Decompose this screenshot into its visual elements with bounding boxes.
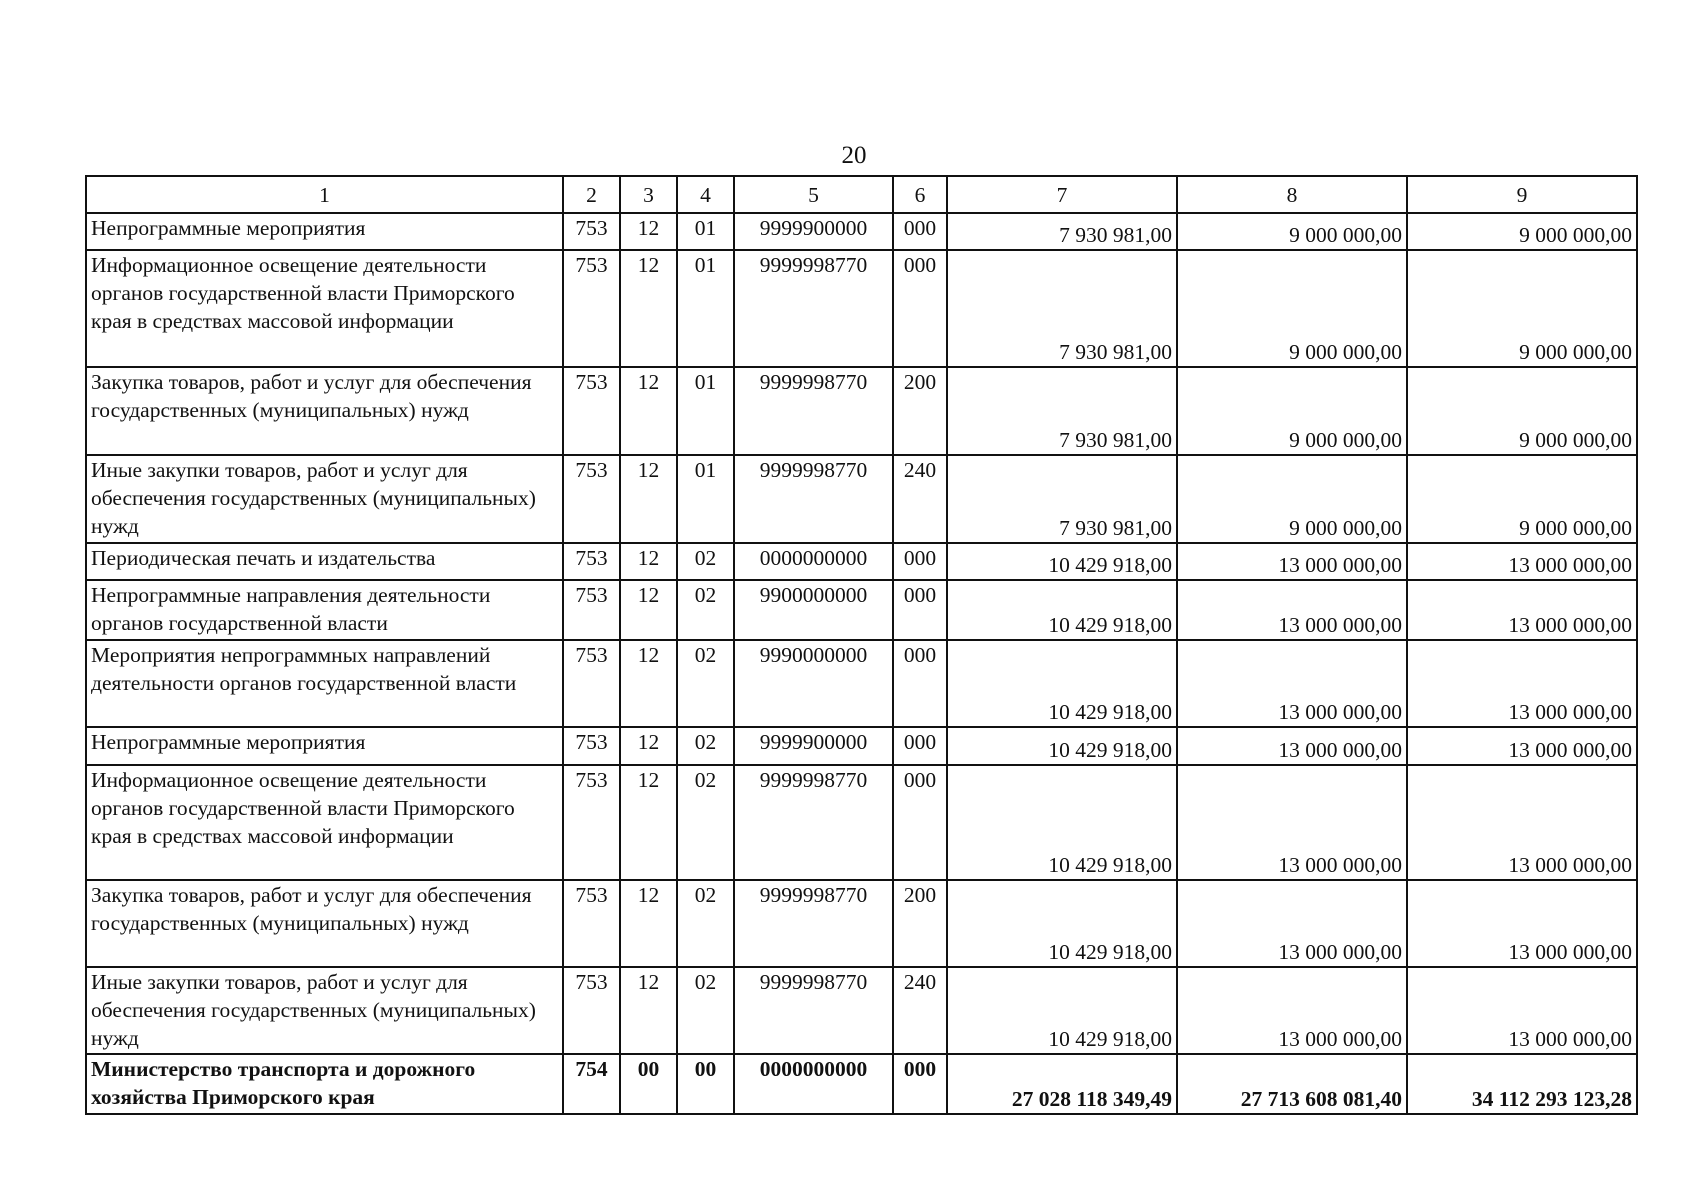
table-row: [86, 250, 1637, 367]
row-code-6: 000: [893, 765, 947, 880]
row-code-3: 12: [620, 880, 677, 967]
row-code-5: 9999998770: [734, 880, 893, 967]
row-sum-9: 13 000 000,00: [1407, 727, 1637, 765]
row-code-3: 12: [620, 640, 677, 727]
row-code-5: 9999998770: [734, 967, 893, 1054]
row-code-4: 01: [677, 213, 734, 250]
row-sum-9: 13 000 000,00: [1407, 543, 1637, 580]
row-code-2: 753: [563, 765, 620, 880]
header-row: [86, 176, 1637, 213]
row-sum-7: 10 429 918,00: [947, 967, 1177, 1054]
row-code-6: 200: [893, 880, 947, 967]
row-name: Периодическая печать и издательства: [86, 543, 563, 580]
row-sum-8: 13 000 000,00: [1177, 967, 1407, 1054]
row-code-5: 9999900000: [734, 727, 893, 765]
row-code-6: 000: [893, 543, 947, 580]
row-sum-9: 13 000 000,00: [1407, 580, 1637, 640]
header-cell-4: 4: [677, 176, 734, 213]
row-sum-7: 10 429 918,00: [947, 640, 1177, 727]
row-name: Информационное освещение деятельности органов государственной власти Приморского края в средствах массовой информации: [86, 250, 563, 367]
row-sum-9: 9 000 000,00: [1407, 455, 1637, 543]
row-code-4: 02: [677, 967, 734, 1054]
header-cell-2: 2: [563, 176, 620, 213]
row-code-3: 00: [620, 1054, 677, 1114]
row-code-2: 753: [563, 727, 620, 765]
row-name: Закупка товаров, работ и услуг для обеспечения государственных (муниципальных) нужд: [86, 880, 563, 967]
header-cell-8: 8: [1177, 176, 1407, 213]
row-name: Непрограммные направления деятельности органов государственной власти: [86, 580, 563, 640]
row-code-6: 000: [893, 1054, 947, 1114]
row-code-4: 02: [677, 727, 734, 765]
row-name: Иные закупки товаров, работ и услуг для обеспечения государственных (муниципальных) нужд: [86, 455, 563, 543]
row-sum-7: 7 930 981,00: [947, 250, 1177, 367]
row-sum-8: 13 000 000,00: [1177, 765, 1407, 880]
header-cell-1: 1: [86, 176, 563, 213]
row-sum-8: 9 000 000,00: [1177, 213, 1407, 250]
header-cell-6: 6: [893, 176, 947, 213]
row-code-5: 9999998770: [734, 250, 893, 367]
row-sum-9: 34 112 293 123,28: [1407, 1054, 1637, 1114]
row-sum-7: 7 930 981,00: [947, 213, 1177, 250]
row-code-3: 12: [620, 543, 677, 580]
row-code-3: 12: [620, 727, 677, 765]
table-row-total: [86, 1054, 1637, 1114]
row-sum-7: 10 429 918,00: [947, 727, 1177, 765]
row-name: Непрограммные мероприятия: [86, 213, 563, 250]
header-cell-5: 5: [734, 176, 893, 213]
table-row: [86, 543, 1637, 580]
row-code-5: 9999998770: [734, 367, 893, 455]
row-code-3: 12: [620, 580, 677, 640]
row-code-6: 240: [893, 967, 947, 1054]
header-cell-3: 3: [620, 176, 677, 213]
row-code-5: 9999998770: [734, 765, 893, 880]
row-sum-9: 13 000 000,00: [1407, 765, 1637, 880]
table-row: [86, 967, 1637, 1054]
row-code-4: 02: [677, 880, 734, 967]
row-code-2: 753: [563, 213, 620, 250]
header-cell-7: 7: [947, 176, 1177, 213]
row-code-2: 753: [563, 640, 620, 727]
row-code-5: 0000000000: [734, 1054, 893, 1114]
row-code-4: 02: [677, 580, 734, 640]
row-sum-9: 13 000 000,00: [1407, 880, 1637, 967]
row-code-5: 9900000000: [734, 580, 893, 640]
row-code-5: 9999900000: [734, 213, 893, 250]
row-code-3: 12: [620, 367, 677, 455]
row-code-6: 000: [893, 250, 947, 367]
row-code-4: 02: [677, 765, 734, 880]
row-sum-7: 10 429 918,00: [947, 580, 1177, 640]
row-code-5: 9990000000: [734, 640, 893, 727]
row-name: Непрограммные мероприятия: [86, 727, 563, 765]
table-row: [86, 213, 1637, 250]
row-code-4: 01: [677, 250, 734, 367]
row-sum-9: 9 000 000,00: [1407, 213, 1637, 250]
table-row: [86, 640, 1637, 727]
row-code-2: 753: [563, 455, 620, 543]
row-code-3: 12: [620, 967, 677, 1054]
row-name: Информационное освещение деятельности органов государственной власти Приморского края в средствах массовой информации: [86, 765, 563, 880]
row-code-6: 000: [893, 580, 947, 640]
row-name: Закупка товаров, работ и услуг для обеспечения государственных (муниципальных) нужд: [86, 367, 563, 455]
row-name: Иные закупки товаров, работ и услуг для обеспечения государственных (муниципальных) нужд: [86, 967, 563, 1054]
row-code-6: 240: [893, 455, 947, 543]
row-sum-8: 13 000 000,00: [1177, 543, 1407, 580]
table-row: [86, 455, 1637, 543]
row-sum-8: 13 000 000,00: [1177, 640, 1407, 727]
budget-table: [85, 175, 1638, 1115]
row-code-4: 00: [677, 1054, 734, 1114]
row-sum-8: 13 000 000,00: [1177, 880, 1407, 967]
row-code-2: 753: [563, 880, 620, 967]
table-row: [86, 580, 1637, 640]
row-sum-8: 27 713 608 081,40: [1177, 1054, 1407, 1114]
row-sum-7: 10 429 918,00: [947, 880, 1177, 967]
row-sum-9: 9 000 000,00: [1407, 367, 1637, 455]
table-row: [86, 367, 1637, 455]
row-code-5: 0000000000: [734, 543, 893, 580]
row-code-2: 753: [563, 967, 620, 1054]
row-sum-7: 10 429 918,00: [947, 765, 1177, 880]
row-sum-8: 13 000 000,00: [1177, 580, 1407, 640]
row-sum-8: 9 000 000,00: [1177, 455, 1407, 543]
row-code-6: 000: [893, 213, 947, 250]
row-code-6: 200: [893, 367, 947, 455]
row-sum-8: 9 000 000,00: [1177, 250, 1407, 367]
row-code-2: 753: [563, 367, 620, 455]
table-header: [86, 176, 1637, 213]
row-sum-8: 9 000 000,00: [1177, 367, 1407, 455]
row-sum-7: 27 028 118 349,49: [947, 1054, 1177, 1114]
row-code-4: 01: [677, 455, 734, 543]
row-sum-9: 9 000 000,00: [1407, 250, 1637, 367]
row-sum-8: 13 000 000,00: [1177, 727, 1407, 765]
header-cell-9: 9: [1407, 176, 1637, 213]
row-code-3: 12: [620, 455, 677, 543]
table-body: [86, 213, 1637, 1114]
row-code-2: 753: [563, 580, 620, 640]
row-sum-7: 10 429 918,00: [947, 543, 1177, 580]
row-sum-7: 7 930 981,00: [947, 455, 1177, 543]
row-name: Министерство транспорта и дорожного хозяйства Приморского края: [86, 1054, 563, 1114]
row-sum-7: 7 930 981,00: [947, 367, 1177, 455]
row-code-2: 753: [563, 250, 620, 367]
table-row: [86, 880, 1637, 967]
page-number: 20: [841, 142, 867, 169]
row-sum-9: 13 000 000,00: [1407, 967, 1637, 1054]
row-code-4: 02: [677, 640, 734, 727]
row-code-4: 01: [677, 367, 734, 455]
row-code-4: 02: [677, 543, 734, 580]
row-code-2: 753: [563, 543, 620, 580]
row-code-6: 000: [893, 727, 947, 765]
table-row: [86, 765, 1637, 880]
row-code-3: 12: [620, 213, 677, 250]
table-row: [86, 727, 1637, 765]
row-code-6: 000: [893, 640, 947, 727]
row-name: Мероприятия непрограммных направлений деятельности органов государственной власти: [86, 640, 563, 727]
row-code-3: 12: [620, 250, 677, 367]
row-sum-9: 13 000 000,00: [1407, 640, 1637, 727]
row-code-5: 9999998770: [734, 455, 893, 543]
row-code-3: 12: [620, 765, 677, 880]
row-code-2: 754: [563, 1054, 620, 1114]
